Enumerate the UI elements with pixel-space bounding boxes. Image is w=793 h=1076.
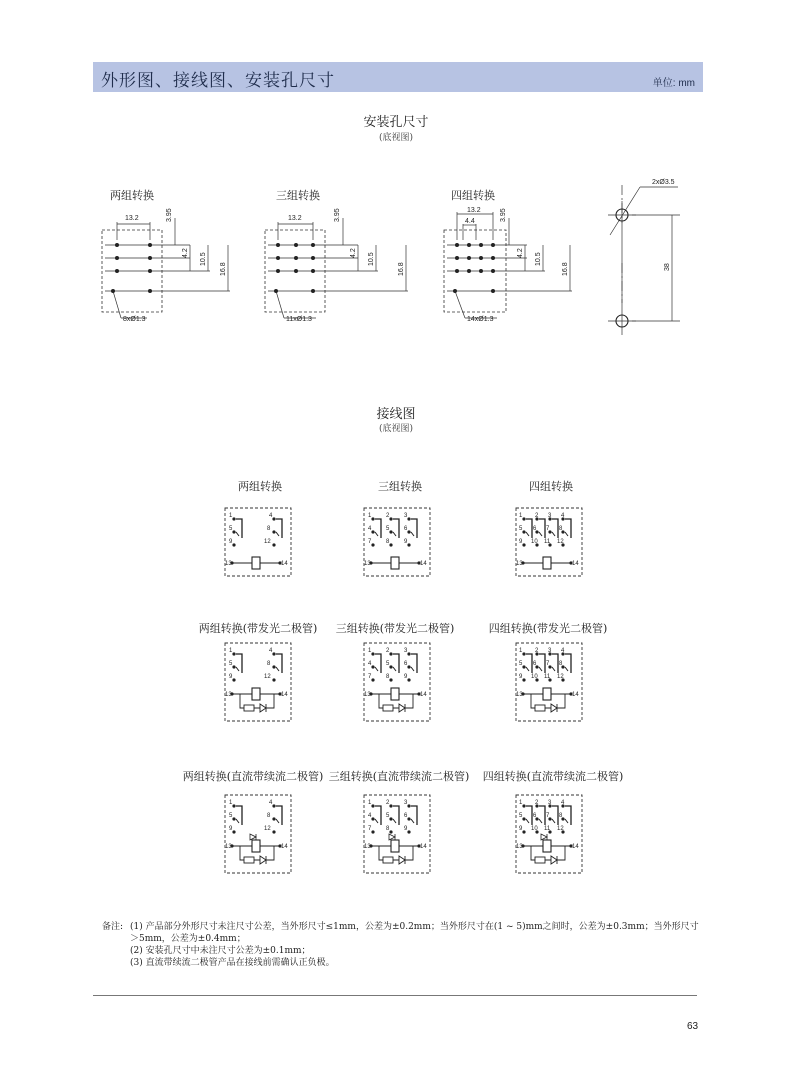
contact-line [411, 532, 414, 536]
contact-line [276, 819, 279, 823]
pin-label: 2 [386, 648, 390, 654]
contact-dot [232, 530, 235, 533]
note-text-3: (3) 直流带续流二极管产品在接线前需确认正负极。 [130, 958, 335, 968]
contact-arm [565, 806, 571, 825]
mounting-diagram-four [437, 200, 587, 330]
contact-dot [272, 530, 275, 533]
mounting-subtitle: (底视图) [378, 133, 414, 143]
flyback-diode [541, 834, 547, 840]
contact-dot [389, 830, 392, 833]
contact-arm [539, 519, 545, 538]
notes-lead: 备注: [102, 922, 124, 932]
contact-arm [236, 654, 242, 673]
pin-label: 6 [404, 661, 408, 667]
wiring-diagram-four [515, 507, 583, 577]
contact-dot [272, 830, 275, 833]
pin-label: 11 [544, 539, 551, 545]
contact-dot [407, 530, 410, 533]
pin-label: 10 [531, 539, 538, 545]
diode-symbol [551, 856, 557, 864]
contact-dot [272, 665, 275, 668]
contact-arm [375, 806, 381, 825]
pin-label: 1 [368, 648, 372, 654]
pin-label: 12 [264, 674, 271, 680]
contact-line [539, 532, 542, 536]
contact-dot [371, 517, 374, 520]
pin-label: 6 [404, 526, 408, 532]
contact-line [526, 667, 529, 671]
pin-label: 8 [267, 526, 271, 532]
contact-arm [552, 654, 558, 673]
base-holes-label: 2xØ3.5 [652, 179, 675, 186]
pin-label: 4 [561, 648, 565, 654]
dim-offset: 3.95 [334, 208, 341, 222]
coil-pin-13: 13 [364, 561, 371, 567]
contact-arm [552, 806, 558, 825]
mounting-label-four: 四组转换 [451, 189, 495, 202]
pin-label: 8 [386, 826, 390, 832]
wiring-label-two-led: 两组转换(带发光二极管) [198, 622, 318, 635]
pin-label: 3 [548, 800, 552, 806]
contact-arm [375, 519, 381, 538]
contact-dot [522, 652, 525, 655]
note-text-2: (2) 安装孔尺寸中未注尺寸公差为±0.1mm； [130, 946, 311, 956]
pin-label: 5 [386, 661, 390, 667]
mounting-title: 安装孔尺寸 [363, 114, 429, 129]
dim-d2: 10.5 [535, 252, 542, 266]
contact-arm [526, 806, 532, 825]
contact-dot [272, 652, 275, 655]
pin-label: 1 [519, 800, 523, 806]
contact-arm [411, 654, 417, 673]
coil-box [543, 557, 551, 569]
pin-label: 3 [404, 648, 408, 654]
wiring-label-four-led: 四组转换(带发光二极管) [488, 622, 608, 635]
contact-arm [375, 654, 381, 673]
contact-arm [393, 519, 399, 538]
wiring-label-four-diode: 四组转换(直流带续流二极管) [482, 770, 624, 783]
contact-line [552, 667, 555, 671]
contact-dot [389, 543, 392, 546]
coil-box [391, 688, 399, 700]
coil-box [252, 688, 260, 700]
contact-line [276, 532, 279, 536]
contact-dot [389, 652, 392, 655]
contact-dot [389, 517, 392, 520]
contact-arm [539, 654, 545, 673]
contact-dot [371, 678, 374, 681]
mounting-diagram-two [95, 200, 245, 330]
resistor [535, 705, 545, 711]
contact-dot [389, 665, 392, 668]
dim-offset: 3.95 [166, 208, 173, 222]
contact-dot [522, 830, 525, 833]
contact-line [552, 819, 555, 823]
section-title: 外形图、接线图、安装孔尺寸 [101, 71, 335, 90]
resistor [383, 705, 393, 711]
contact-dot [522, 517, 525, 520]
coil-pin-13: 13 [225, 561, 232, 567]
coil-box [252, 557, 260, 569]
mounting-label-two: 两组转换 [110, 189, 154, 202]
pin-label: 2 [535, 513, 539, 519]
footer-divider [93, 995, 697, 996]
wiring-diagram-four-led [515, 642, 583, 722]
dim-d3: 16.8 [398, 262, 405, 276]
note-item-3 [102, 957, 702, 969]
pin-label: 1 [519, 513, 523, 519]
pin-label: 4 [269, 648, 273, 654]
coil-pin-13: 13 [516, 561, 523, 567]
pin-label: 4 [368, 813, 372, 819]
pin-label: 6 [533, 526, 537, 532]
contact-line [375, 532, 378, 536]
contact-dot [371, 543, 374, 546]
wiring-diagram-three-led [363, 642, 431, 722]
contact-arm [393, 806, 399, 825]
pin-label: 7 [368, 674, 372, 680]
pin-label: 11 [544, 826, 551, 832]
coil-box [543, 688, 551, 700]
contact-arm [411, 519, 417, 538]
contact-dot [272, 517, 275, 520]
contact-dot [389, 678, 392, 681]
contact-line [375, 819, 378, 823]
pin-label: 8 [559, 661, 563, 667]
pin-label: 5 [519, 661, 523, 667]
coil-pin-13: 13 [516, 692, 523, 698]
dim-d1: 4.2 [350, 248, 357, 258]
resistor [383, 857, 393, 863]
coil-pin-14: 14 [572, 561, 579, 567]
pin-label: 1 [229, 800, 233, 806]
pin-label: 4 [269, 800, 273, 806]
contact-arm [276, 806, 282, 825]
pin-label: 8 [267, 813, 271, 819]
contact-arm [236, 519, 242, 538]
pin-label: 3 [548, 513, 552, 519]
resistor [244, 857, 254, 863]
pin-label: 7 [368, 826, 372, 832]
contact-dot [407, 817, 410, 820]
contact-line [393, 819, 396, 823]
contact-line [411, 819, 414, 823]
wiring-label-four: 四组转换 [529, 480, 573, 493]
pin-label: 12 [557, 539, 564, 545]
contact-line [276, 667, 279, 671]
pin-label: 6 [533, 661, 537, 667]
coil-pin-13: 13 [225, 844, 232, 850]
coil-pin-13: 13 [364, 692, 371, 698]
contact-arm [236, 806, 242, 825]
contact-dot [272, 804, 275, 807]
wiring-label-two-diode: 两组转换(直流带续流二极管) [182, 770, 324, 783]
pin-label: 9 [404, 539, 408, 545]
unit-label: 单位: mm [652, 78, 695, 89]
pin-label: 5 [229, 813, 233, 819]
pin-label: 12 [264, 826, 271, 832]
pin-label: 6 [404, 813, 408, 819]
diode-symbol [399, 856, 405, 864]
contact-arm [526, 654, 532, 673]
coil-box [252, 840, 260, 852]
pin-label: 1 [519, 648, 523, 654]
contact-arm [526, 519, 532, 538]
pin-label: 5 [386, 526, 390, 532]
pin-label: 8 [559, 526, 563, 532]
contact-dot [407, 543, 410, 546]
contact-dot [407, 665, 410, 668]
note-text-1: (1) 产品部分外形尺寸未注尺寸公差，当外形尺寸≤1mm，公差为±0.2mm；当外形尺寸在(1 ~ 5)mm之间时，公差为±0.3mm；当外形尺寸＞5mm，公差为±0.4mm； [130, 922, 699, 944]
contact-line [526, 819, 529, 823]
pin-label: 10 [531, 826, 538, 832]
note-item-1 [102, 921, 702, 945]
dim-d3: 16.8 [220, 262, 227, 276]
base-height-label: 38 [664, 263, 671, 271]
contact-dot [371, 652, 374, 655]
pin-label: 1 [368, 800, 372, 806]
contact-dot [371, 530, 374, 533]
pin-label: 7 [546, 813, 550, 819]
resistor [535, 857, 545, 863]
contact-dot [232, 830, 235, 833]
dim-d1: 4.2 [517, 248, 524, 258]
coil-pin-14: 14 [572, 692, 579, 698]
contact-dot [407, 804, 410, 807]
contact-line [411, 667, 414, 671]
contact-line [526, 532, 529, 536]
contact-dot [522, 678, 525, 681]
wiring-diagram-four-diode [515, 794, 583, 874]
contact-line [236, 532, 239, 536]
contact-dot [407, 830, 410, 833]
coil-pin-13: 13 [225, 692, 232, 698]
pin-label: 3 [548, 648, 552, 654]
contact-line [552, 532, 555, 536]
note-item-2 [102, 945, 702, 957]
dim-d2: 10.5 [200, 252, 207, 266]
mounting-label-three: 三组转换 [276, 189, 320, 202]
contact-line [565, 667, 568, 671]
contact-dot [272, 543, 275, 546]
contact-dot [232, 517, 235, 520]
pin-label: 4 [561, 513, 565, 519]
coil-pin-13: 13 [364, 844, 371, 850]
pin-label: 5 [519, 813, 523, 819]
contact-line [236, 819, 239, 823]
pin-label: 2 [386, 800, 390, 806]
coil-pin-14: 14 [420, 692, 427, 698]
pin-label: 2 [386, 513, 390, 519]
contact-dot [371, 830, 374, 833]
contact-dot [522, 543, 525, 546]
contact-arm [276, 519, 282, 538]
pin-label: 5 [386, 813, 390, 819]
contact-line [565, 532, 568, 536]
contact-dot [232, 817, 235, 820]
diode-symbol [260, 856, 266, 864]
wiring-label-three-led: 三组转换(带发光二极管) [335, 622, 455, 635]
holes-label: 14xØ1.3 [467, 316, 494, 323]
pin-label: 9 [519, 826, 523, 832]
pin-label: 11 [544, 674, 551, 680]
contact-dot [371, 665, 374, 668]
contact-arm [411, 806, 417, 825]
contact-dot [407, 678, 410, 681]
wiring-title: 接线图 [376, 406, 416, 421]
pin-label: 5 [519, 526, 523, 532]
pin-label: 1 [229, 648, 233, 654]
dim-pitch: 13.2 [467, 207, 481, 214]
coil-box [391, 557, 399, 569]
contact-arm [552, 519, 558, 538]
contact-dot [407, 652, 410, 655]
pin-label: 3 [404, 513, 408, 519]
contact-dot [232, 665, 235, 668]
flyback-diode [250, 834, 256, 840]
contact-line [539, 667, 542, 671]
dim-inner: 4.4 [465, 218, 475, 225]
dim-pitch: 13.2 [125, 215, 139, 222]
contact-arm [393, 654, 399, 673]
contact-dot [522, 530, 525, 533]
contact-dot [232, 543, 235, 546]
flyback-diode [389, 834, 395, 840]
contact-dot [232, 678, 235, 681]
resistor [244, 705, 254, 711]
coil-pin-14: 14 [281, 844, 288, 850]
contact-line [393, 532, 396, 536]
mounting-diagram-three [258, 200, 418, 330]
pin-label: 9 [519, 539, 523, 545]
contact-line [565, 819, 568, 823]
contact-arm [539, 806, 545, 825]
pin-label: 9 [229, 826, 233, 832]
contact-dot [272, 817, 275, 820]
contact-arm [565, 654, 571, 673]
dim-offset: 3.95 [500, 208, 507, 222]
contact-dot [371, 817, 374, 820]
pin-label: 7 [368, 539, 372, 545]
coil-pin-14: 14 [420, 844, 427, 850]
dim-d1: 4.2 [182, 248, 189, 258]
pin-label: 8 [386, 674, 390, 680]
notes [102, 921, 702, 969]
pin-label: 3 [404, 800, 408, 806]
pin-label: 1 [229, 513, 233, 519]
pin-label: 12 [557, 674, 564, 680]
contact-arm [276, 654, 282, 673]
wiring-diagram-two-diode [224, 794, 292, 874]
wiring-label-three: 三组转换 [378, 480, 422, 493]
pin-label: 12 [557, 826, 564, 832]
contact-dot [522, 804, 525, 807]
contact-dot [407, 517, 410, 520]
holes-label: 11xØ1.3 [286, 316, 312, 323]
pin-label: 5 [229, 661, 233, 667]
dim-d3: 16.8 [562, 262, 569, 276]
pin-label: 10 [531, 674, 538, 680]
wiring-subtitle: (底视图) [378, 424, 414, 434]
pin-label: 7 [546, 661, 550, 667]
coil-pin-14: 14 [572, 844, 579, 850]
wiring-diagram-three-diode [363, 794, 431, 874]
coil-pin-14: 14 [420, 561, 427, 567]
coil-box [543, 840, 551, 852]
pin-label: 5 [229, 526, 233, 532]
contact-dot [371, 804, 374, 807]
pin-label: 9 [404, 674, 408, 680]
contact-dot [232, 804, 235, 807]
pin-label: 4 [368, 661, 372, 667]
led-symbol [260, 704, 266, 712]
contact-line [236, 667, 239, 671]
pin-label: 9 [404, 826, 408, 832]
led-symbol [399, 704, 405, 712]
pin-label: 12 [264, 539, 271, 545]
pin-label: 9 [229, 539, 233, 545]
pin-label: 4 [368, 526, 372, 532]
contact-line [539, 819, 542, 823]
pin-label: 8 [559, 813, 563, 819]
contact-line [375, 667, 378, 671]
coil-pin-14: 14 [281, 561, 288, 567]
pin-label: 1 [368, 513, 372, 519]
wiring-label-three-diode: 三组转换(直流带续流二极管) [328, 770, 470, 783]
contact-dot [389, 530, 392, 533]
dim-d2: 10.5 [368, 252, 375, 266]
led-symbol [551, 704, 557, 712]
coil-pin-14: 14 [281, 692, 288, 698]
contact-dot [522, 665, 525, 668]
page-number: 63 [687, 1021, 699, 1032]
pin-label: 6 [533, 813, 537, 819]
pin-label: 2 [535, 648, 539, 654]
pin-label: 8 [267, 661, 271, 667]
wiring-diagram-three [363, 507, 431, 577]
contact-arm [565, 519, 571, 538]
pin-label: 7 [546, 526, 550, 532]
pin-label: 9 [229, 674, 233, 680]
pin-label: 9 [519, 674, 523, 680]
section-header [93, 62, 703, 92]
pin-label: 2 [535, 800, 539, 806]
holes-label: 8xØ1.3 [123, 316, 146, 323]
contact-dot [272, 678, 275, 681]
pin-label: 4 [269, 513, 273, 519]
pin-label: 8 [386, 539, 390, 545]
coil-pin-13: 13 [516, 844, 523, 850]
coil-box [391, 840, 399, 852]
contact-dot [522, 817, 525, 820]
contact-dot [232, 652, 235, 655]
wiring-diagram-two-led [224, 642, 292, 722]
dim-pitch: 13.2 [288, 215, 302, 222]
contact-line [393, 667, 396, 671]
contact-dot [389, 804, 392, 807]
base-mounting-diagram [600, 175, 690, 335]
pin-label: 4 [561, 800, 565, 806]
wiring-label-two: 两组转换 [238, 480, 282, 493]
contact-dot [389, 817, 392, 820]
wiring-diagram-two [224, 507, 292, 577]
